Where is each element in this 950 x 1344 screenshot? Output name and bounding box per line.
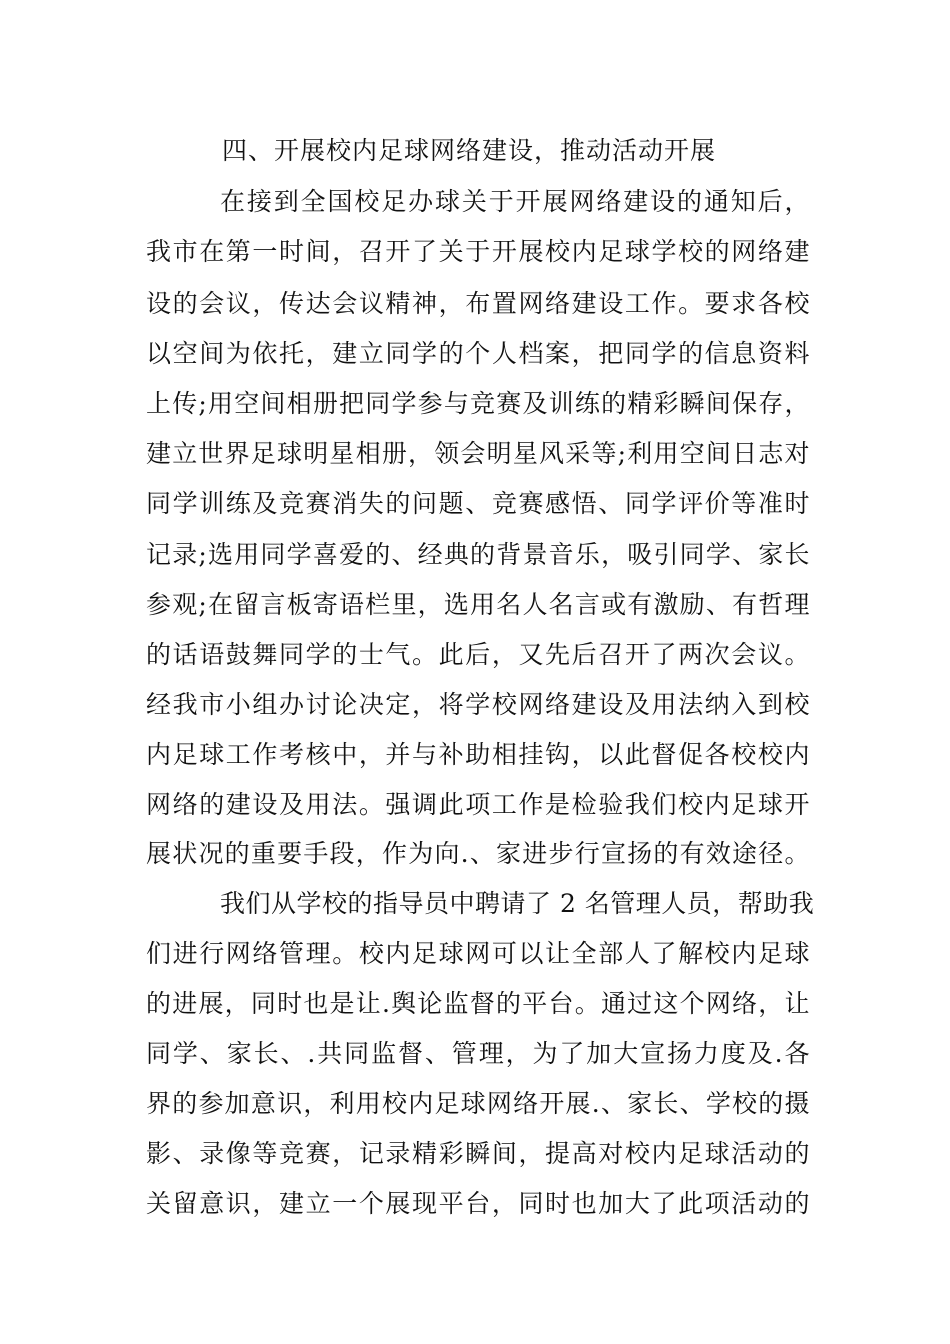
paragraph-line: 关留意识，建立一个展现平台，同时也加大了此项活动的: [146, 1189, 810, 1218]
paragraph-line: 影、录像等竞赛，记录精彩瞬间，提高对校内足球活动的: [146, 1139, 810, 1168]
paragraph-line: 以空间为依托，建立同学的个人档案，把同学的信息资料: [146, 339, 810, 368]
paragraph-line: 网络的建设及用法。强调此项工作是检验我们校内足球开: [146, 790, 810, 819]
paragraph-line: 我市在第一时间，召开了关于开展校内足球学校的网络建: [146, 237, 810, 266]
paragraph-line: 内足球工作考核中，并与补助相挂钩，以此督促各校校内: [146, 740, 810, 769]
paragraph-line: 上传;用空间相册把同学参与竞赛及训练的精彩瞬间保存，: [146, 389, 810, 418]
paragraph-line: 建立世界足球明星相册，领会明星风采等;利用空间日志对: [146, 439, 810, 468]
paragraph-line: 们进行网络管理。校内足球网可以让全部人了解校内足球: [146, 939, 810, 968]
paragraph-line: 展状况的重要手段，作为向.、家进步行宣扬的有效途径。: [146, 839, 810, 868]
section-heading: 四、开展校内足球网络建设，推动活动开展: [222, 136, 717, 165]
paragraph-line: 在接到全国校足办球关于开展网络建设的通知后，: [220, 187, 810, 216]
paragraph-line: 的进展，同时也是让.舆论监督的平台。通过这个网络，让: [146, 989, 810, 1018]
paragraph-line: 参观;在留言板寄语栏里，选用名人名言或有激励、有哲理: [146, 590, 810, 619]
paragraph-line: 的话语鼓舞同学的士气。此后，又先后召开了两次会议。: [146, 640, 810, 669]
paragraph-line: 同学训练及竞赛消失的问题、竞赛感悟、同学评价等准时: [146, 489, 810, 518]
paragraph-line: 我们从学校的指导员中聘请了 2 名管理人员，帮助我: [220, 889, 815, 918]
paragraph-line: 界的参加意识，利用校内足球网络开展.、家长、学校的摄: [146, 1089, 810, 1118]
paragraph-line: 同学、家长、.共同监督、管理，为了加大宣扬力度及.各: [146, 1039, 810, 1068]
paragraph-line: 经我市小组办讨论决定，将学校网络建设及用法纳入到校: [146, 690, 810, 719]
paragraph-line: 记录;选用同学喜爱的、经典的背景音乐，吸引同学、家长: [146, 540, 810, 569]
paragraph-line: 设的会议，传达会议精神，布置网络建设工作。要求各校: [146, 289, 810, 318]
